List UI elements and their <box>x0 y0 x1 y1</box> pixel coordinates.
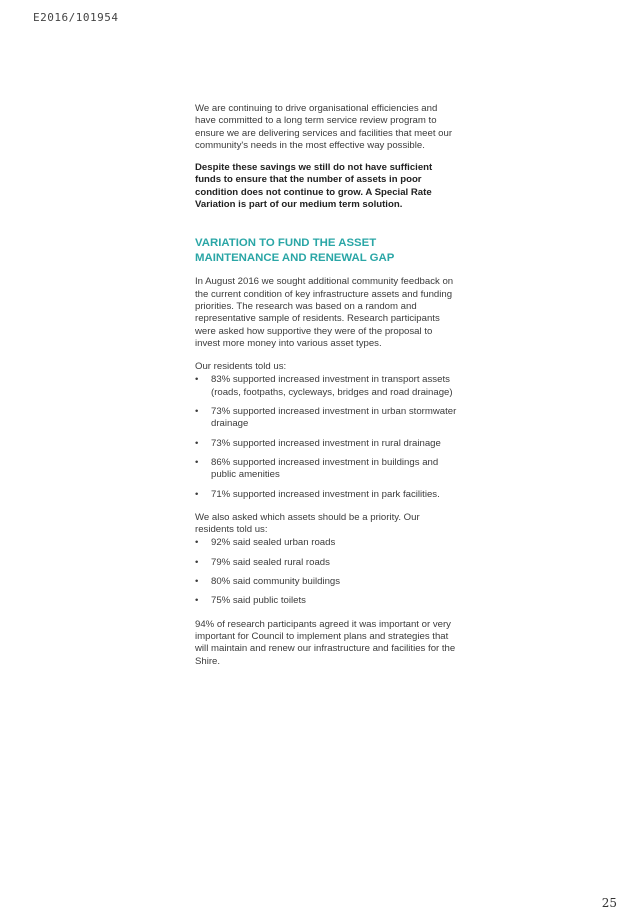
intro-paragraph: We are continuing to drive organisational efficiencies and have committed to a long term service review program to ensure we are delivering services and facilities that meet our community's needs in the most effective way possible. <box>195 103 453 151</box>
list-item: • 79% said sealed rural roads <box>195 557 457 569</box>
section-heading: VARIATION TO FUND THE ASSET MAINTENANCE AND RENEWAL GAP <box>195 237 395 264</box>
page-number: 25 <box>601 896 617 910</box>
list-item: • 71% supported increased investment in park facilities. <box>195 489 457 501</box>
list-item: • 92% said sealed urban roads <box>195 537 457 549</box>
list1-intro: Our residents told us: <box>195 361 287 373</box>
support-list <box>195 374 457 500</box>
list-item: • 83% supported increased investment in transport assets (roads, footpaths, cycleways, bridges and road drainage) <box>195 374 457 399</box>
list-item: • 86% supported increased investment in buildings and public amenities <box>195 457 457 482</box>
intro-bold-paragraph: Despite these savings we still do not have sufficient funds to ensure that the number of assets in poor condition does not continue to grow. A Special Rate Variation is part of our medium term solution. <box>195 162 433 211</box>
section-paragraph: In August 2016 we sought additional community feedback on the current condition of key infrastructure assets and funding priorities. The research was based on a random and representative sample of residents. Research participants were asked how supportive they were of the proposal to invest more money into various asset types. <box>195 276 454 349</box>
list2-intro: We also asked which assets should be a priority. Our residents told us: <box>195 511 420 536</box>
list-item: • 73% supported increased investment in urban stormwater drainage <box>195 406 457 431</box>
closing-paragraph: 94% of research participants agreed it was important or very important for Council to implement plans and strategies that will maintain and renew our infrastructure and facilities for the Shire. <box>195 618 456 667</box>
document-id: E2016/101954 <box>33 11 119 24</box>
list-item: • 80% said community buildings <box>195 576 457 588</box>
list-item: • 73% supported increased investment in rural drainage <box>195 438 457 450</box>
priority-list <box>195 537 457 607</box>
page-content <box>195 103 457 679</box>
list-item: • 75% said public toilets <box>195 595 457 607</box>
